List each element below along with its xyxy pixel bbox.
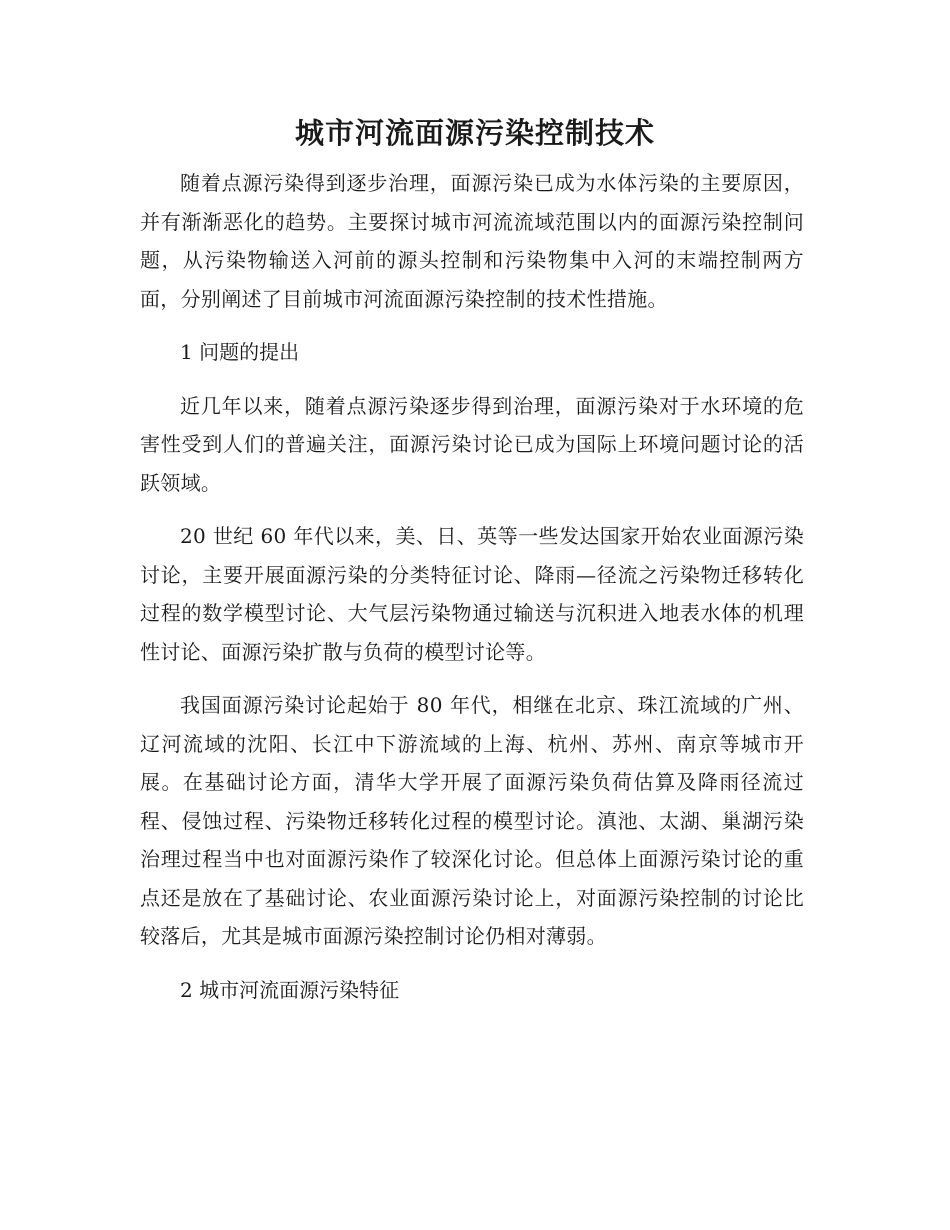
paragraph-1: 近几年以来，随着点源污染逐步得到治理，面源污染对于水环境的危害性受到人们的普遍关注，面源污染讨论已成为国际上环境问题讨论的活跃领域。	[140, 393, 804, 495]
document-title: 城市河流面源污染控制技术	[294, 116, 655, 150]
section-heading-2: 2 城市河流面源污染特征	[180, 977, 400, 1002]
paragraph-2: 20 世纪 60 年代以来，美、日、英等一些发达国家开始农业面源污染讨论，主要开展面源污染的分类特征讨论、降雨—径流之污染物迁移转化过程的数学模型讨论、大气层污染物通过输送与沉积进入地表水体的机理性讨论、面源污染扩散与负荷的模型讨论等。	[140, 524, 804, 664]
paragraph-abstract: 随着点源污染得到逐步治理，面源污染已成为水体污染的主要原因，并有渐渐恶化的趋势。主要探讨城市河流流域范围以内的面源污染控制问题，从污染物输送入河前的源头控制和污染物集中入河的末端控制两方面，分别阐述了目前城市河流面源污染控制的技术性措施。	[140, 171, 804, 311]
section-heading-1: 1 问题的提出	[180, 340, 300, 364]
document-body	[140, 164, 804, 1024]
paragraph-3: 我国面源污染讨论起始于 80 年代，相继在北京、珠江流域的广州、辽河流域的沈阳、长江中下游流域的上海、杭州、苏州、南京等城市开展。在基础讨论方面，清华大学开展了面源污染负荷估算及降雨径流过程、侵蚀过程、污染物迁移转化过程的模型讨论。滇池、太湖、巢湖污染治理过程当中也对面源污染作了较深化讨论。但总体上面源污染讨论的重点还是放在了基础讨论、农业面源污染讨论上，对面源污染控制的讨论比较落后，尤其是城市面源污染控制讨论仍相对薄弱。	[140, 693, 804, 948]
